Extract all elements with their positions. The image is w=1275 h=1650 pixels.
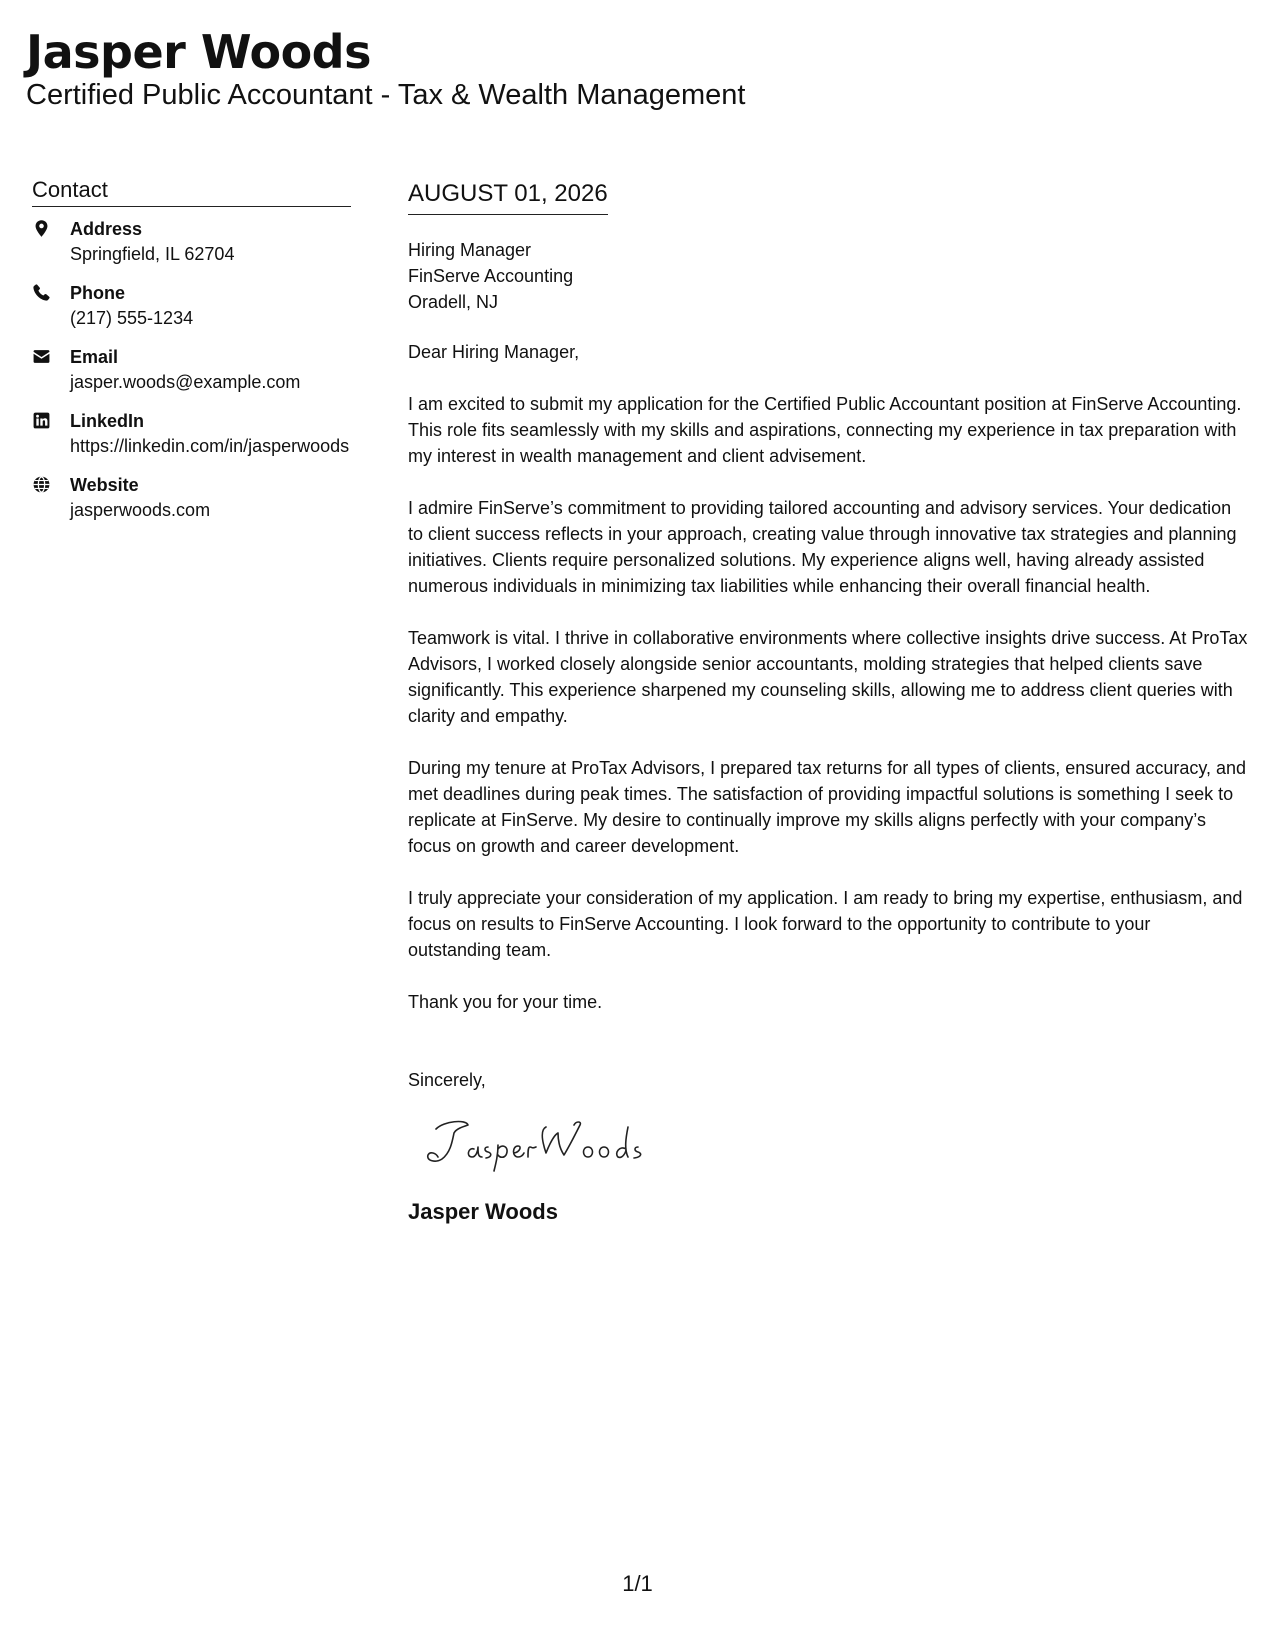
contact-heading: Contact (32, 175, 351, 207)
recipient-line: Hiring Manager (408, 240, 532, 260)
salutation: Dear Hiring Manager, (408, 342, 580, 362)
recipient-line: FinServe Accounting (408, 266, 574, 286)
letter-paragraph: I truly appreciate your consideration of my application. I am ready to bring my expertise, enthusiasm, and focus on results to FinServe Accounting. I look forward to the opportunity to contribute to your outstanding team. (408, 888, 1243, 960)
letter-paragraph: During my tenure at ProTax Advisors, I prepared tax returns for all types of clients, ensured accuracy, and met deadlines during peak times. The satisfaction of providing impactful solutions is something I seek to replicate at FinServe. My desire to continually improve my skills aligns perfectly with your company’s focus on growth and career development. (408, 758, 1247, 856)
recipient-block (408, 237, 1248, 315)
letter-header (26, 22, 745, 112)
website-link[interactable]: jasperwoods.com (70, 500, 211, 520)
handwritten-signature (422, 1113, 662, 1173)
applicant-title: Certified Public Accountant - Tax & Wealth Management (26, 79, 746, 111)
linkedin-link[interactable]: https://linkedin.com/in/jasperwoods (70, 436, 350, 456)
contact-value: (217) 555-1234 (70, 308, 194, 328)
applicant-name: Jasper Woods (26, 25, 371, 79)
contact-label: LinkedIn (70, 411, 145, 431)
globe-icon (32, 473, 70, 494)
letter-paragraph: Thank you for your time. (408, 992, 603, 1012)
letter-body (408, 178, 1248, 1226)
email-link[interactable]: jasper.woods@example.com (70, 372, 301, 392)
contact-item-website (32, 473, 351, 523)
contact-value: Springfield, IL 62704 (70, 244, 235, 264)
linkedin-icon (32, 409, 70, 430)
location-pin-icon (32, 217, 70, 238)
contact-item-address (32, 217, 351, 267)
envelope-icon (32, 345, 70, 366)
recipient-line: Oradell, NJ (408, 292, 499, 312)
contact-list (32, 217, 351, 523)
signed-name: Jasper Woods (408, 1199, 558, 1224)
letter-paragraph: I am excited to submit my application for the Certified Public Accountant position at FinServe Accounting. This role fits seamlessly with my skills and aspirations, connecting my experience in tax preparation with my interest in wealth management and client advisement. (408, 394, 1242, 466)
contact-label: Phone (70, 283, 126, 303)
contact-label: Website (70, 475, 139, 495)
contact-item-phone (32, 281, 351, 331)
contact-label: Email (70, 347, 119, 367)
contact-item-linkedin (32, 409, 351, 459)
closing: Sincerely, (408, 1070, 486, 1090)
letter-date: AUGUST 01, 2026 (408, 178, 608, 215)
page-number: 1/1 (622, 1571, 653, 1596)
contact-sidebar (32, 175, 351, 537)
letter-paragraph: Teamwork is vital. I thrive in collaborative environments where collective insights drive success. At ProTax Advisors, I worked closely alongside senior accountants, molding strategies that helped clients save significantly. This experience sharpened my counseling skills, allowing me to address client queries with clarity and empathy. (408, 628, 1248, 726)
phone-icon (32, 281, 70, 302)
letter-paragraph: I admire FinServe’s commitment to providing tailored accounting and advisory services. Your dedication to client success reflects in your approach, creating value through innovative tax strategies and planning initiatives. Clients require personalized solutions. My experience aligns well, having already assisted numerous individuals in minimizing tax liabilities while enhancing their overall financial health. (408, 498, 1237, 596)
contact-item-email (32, 345, 351, 395)
contact-label: Address (70, 219, 143, 239)
